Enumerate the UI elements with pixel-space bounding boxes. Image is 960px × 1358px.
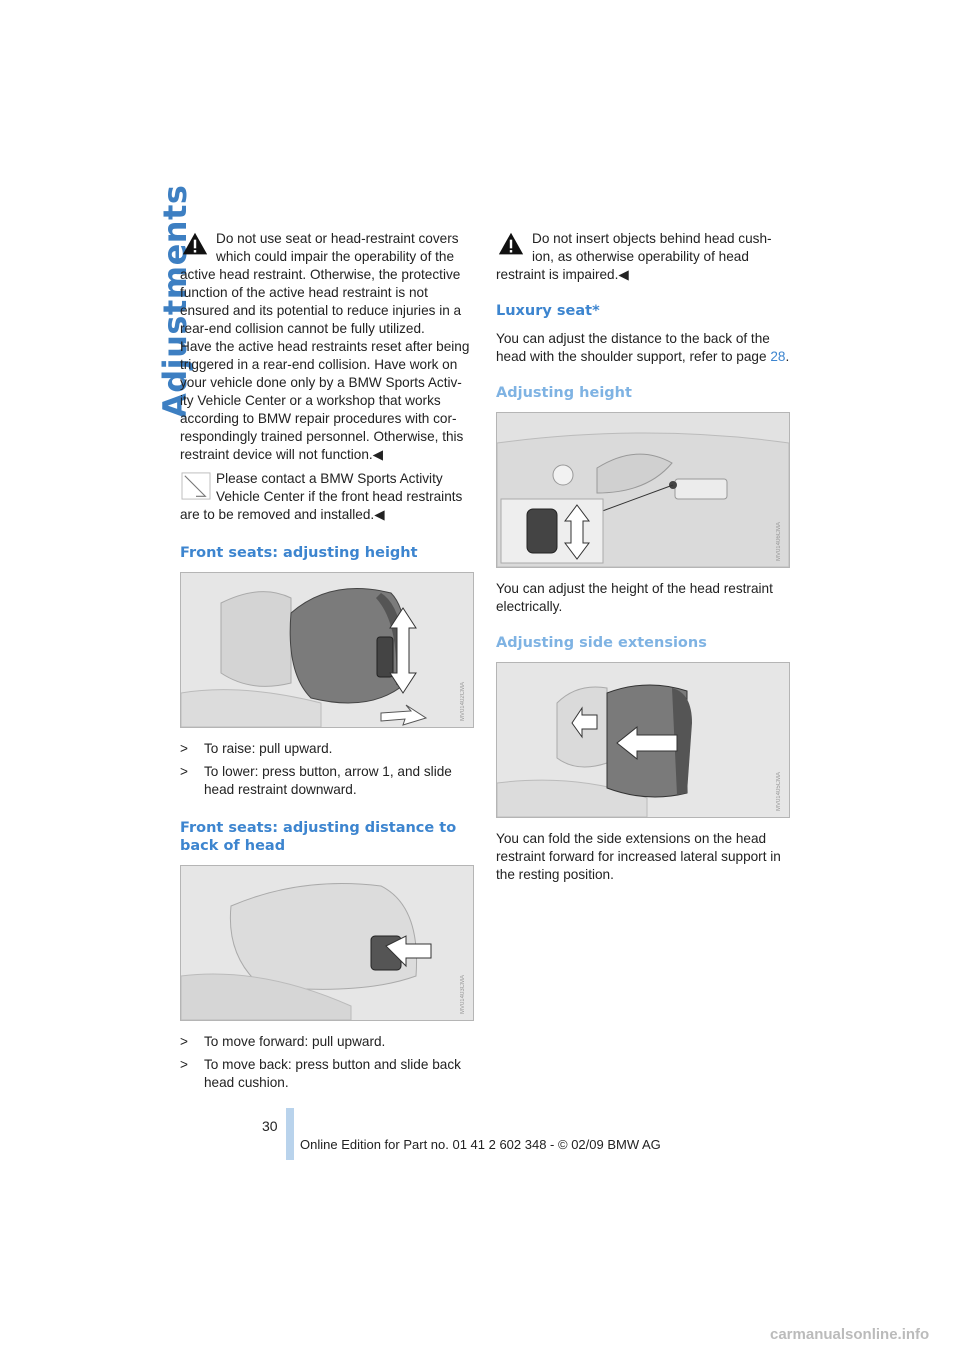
page-number: 30: [262, 1118, 278, 1134]
head-restraint-height-illustration: [181, 573, 473, 727]
figure-front-seat-height: [180, 572, 474, 728]
section-side-title: Adjustments: [156, 184, 194, 418]
watermark: carmanualsonline.info: [770, 1326, 930, 1343]
heading-front-seats-height: Front seats: adjusting height: [180, 545, 418, 561]
note-text-first: Please contact a BMW Sports Activity Vehicle Center if the front head restraints: [216, 471, 463, 504]
warning-text-rest: restraint is impaired.◀: [496, 267, 629, 282]
warning-text-second: Have the active head restraints reset after being triggered in a rear-end collision. Have work on your vehicle done only by a BMW Sports Activ-ity Vehicle Center or a workshop that works according to BMW repair procedures with cor-respondingly trained personnel. Otherwise, this restraint device will not function.◀: [180, 339, 470, 462]
side-extensions-description: You can fold the side extensions on the head restraint forward for increased lateral support in the resting position.: [496, 831, 781, 882]
note-arrow-icon: [180, 472, 212, 500]
warning-text-first: Do not insert objects behind head cush-ion, as otherwise operability of head: [532, 231, 772, 264]
figure-code: MV01406CMA: [776, 521, 782, 561]
heading-adjusting-height: Adjusting height: [496, 385, 632, 401]
figure-code: MV01402CMA: [460, 681, 466, 721]
bullet-move-forward: > To move forward: pull upward.: [180, 1034, 386, 1049]
bullet-lower: > To lower: press button, arrow 1, and slide head restraint downward.: [180, 764, 452, 797]
warning-triangle-icon: [180, 231, 210, 257]
luxury-seat-text: You can adjust the distance to the back of the head with the shoulder support, refer to page 28.: [496, 331, 790, 364]
side-extension-illustration: [497, 663, 789, 817]
footer-edition: Online Edition for Part no. 01 41 2 602 348 - © 02/09 BMW AG: [300, 1137, 661, 1152]
warning-note-objects: [496, 230, 790, 284]
figure-code: MV01403CMA: [460, 974, 466, 1014]
figure-code: MV01405CMA: [776, 771, 782, 811]
figure-side-extensions: [496, 662, 790, 818]
head-restraint-distance-illustration: [181, 866, 473, 1020]
height-description: You can adjust the height of the head restraint electrically.: [496, 581, 773, 614]
bullet-move-back: > To move back: press button and slide back head cushion.: [180, 1057, 461, 1090]
left-column: [180, 230, 474, 1092]
right-column: [496, 230, 790, 884]
figure-front-seat-distance: [180, 865, 474, 1021]
warning-triangle-icon: [496, 231, 526, 257]
warning-text-rest: active head restraint. Otherwise, the protective function of the active head restraint is not ensured and its potential to reduce injuries in a rear-end collision cannot be fully utilized.: [180, 267, 462, 336]
note-text-rest: are to be removed and installed.◀: [180, 507, 385, 522]
figure-adjusting-height: [496, 412, 790, 568]
seat-switch-illustration: [497, 413, 789, 567]
footer-bar: [286, 1108, 294, 1160]
page-link[interactable]: 28: [770, 349, 786, 364]
heading-luxury-seat: Luxury seat*: [496, 303, 600, 319]
bullet-raise: > To raise: pull upward.: [180, 741, 333, 756]
warning-text-first: Do not use seat or head-restraint covers which could impair the operability of the: [216, 231, 459, 264]
info-note-removal: [180, 470, 474, 524]
heading-side-extensions: Adjusting side extensions: [496, 635, 707, 651]
heading-front-seats-distance: Front seats: adjusting distance to back of head: [180, 820, 457, 854]
warning-note-covers: [180, 230, 474, 464]
